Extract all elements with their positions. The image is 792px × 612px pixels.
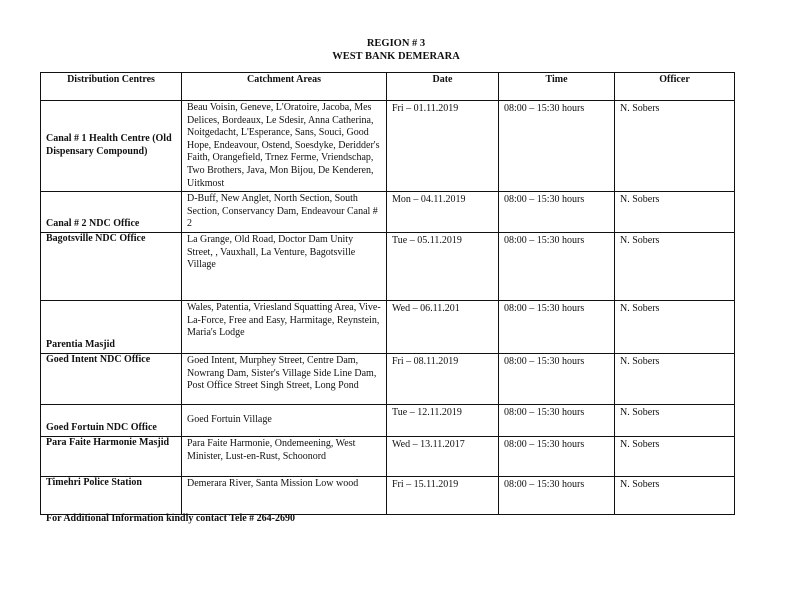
date-cell: Wed – 13.11.2017 [387,436,499,476]
officer-cell: N. Sobers [615,300,735,353]
column-header-date: Date [387,73,499,101]
centre-cell: Canal # 1 Health Centre (Old Dispensary Compound) [41,101,182,192]
table-row [41,232,735,300]
table-row [41,300,735,353]
date-cell: Fri – 01.11.2019 [387,101,499,192]
time-cell: 08:00 – 15:30 hours [499,232,615,300]
catchment-cell: Demerara River, Santa Mission Low wood [182,476,387,514]
date-cell: Mon – 04.11.2019 [387,192,499,233]
officer-cell: N. Sobers [615,232,735,300]
table-row [41,101,735,192]
officer-cell: N. Sobers [615,101,735,192]
centre-cell: Timehri Police Station [41,476,182,514]
column-header-time: Time [499,73,615,101]
officer-cell: N. Sobers [615,436,735,476]
time-cell: 08:00 – 15:30 hours [499,404,615,436]
contact-footer: For Additional Information kindly contact Tele # 264-2690 [46,513,296,524]
area-title: WEST BANK DEMERARA [332,51,460,62]
column-header-catchment: Catchment Areas [182,73,387,101]
officer-cell: N. Sobers [615,404,735,436]
catchment-cell: Beau Voisin, Geneve, L'Oratoire, Jacoba, Mes Delices, Bordeaux, Le Sdesir, Anna Catherina, Noitgedacht, L'Esperance, Sans, Souci, Good Hope, Endeavour, Ostend, Soesdyke, Deridder's Faith, Orangefield, Trnez Ferme, Vriendschap, Two Brothers, Java, Mon Bijou, De Kenderen, Uitkmost [182,101,387,192]
table-row [41,436,735,476]
column-header-centre: Distribution Centres [41,73,182,101]
catchment-cell: La Grange, Old Road, Doctor Dam Unity Street, , Vauxhall, La Venture, Bagotsville Village [182,232,387,300]
date-cell: Fri – 08.11.2019 [387,353,499,404]
catchment-cell: Goed Intent, Murphey Street, Centre Dam, Nowrang Dam, Sister's Village Side Line Dam, Post Office Street Singh Street, Long Pond [182,353,387,404]
centre-cell: Canal # 2 NDC Office [41,192,182,233]
time-cell: 08:00 – 15:30 hours [499,353,615,404]
centre-cell: Bagotsville NDC Office [41,232,182,300]
time-cell: 08:00 – 15:30 hours [499,300,615,353]
table-row [41,192,735,233]
time-cell: 08:00 – 15:30 hours [499,476,615,514]
column-header-officer: Officer [615,73,735,101]
table-header-row [41,73,735,101]
catchment-cell: Goed Fortuin Village [182,404,387,436]
table-row [41,353,735,404]
officer-cell: N. Sobers [615,476,735,514]
table-row [41,476,735,514]
date-cell: Wed – 06.11.201 [387,300,499,353]
centre-cell: Para Faite Harmonie Masjid [41,436,182,476]
centre-cell: Parentia Masjid [41,300,182,353]
time-cell: 08:00 – 15:30 hours [499,436,615,476]
officer-cell: N. Sobers [615,192,735,233]
date-cell: Fri – 15.11.2019 [387,476,499,514]
date-cell: Tue – 05.11.2019 [387,232,499,300]
catchment-cell: D-Buff, New Anglet, North Section, South Section, Conservancy Dam, Endeavour Canal # 2 [182,192,387,233]
distribution-table [40,72,735,515]
region-title: REGION # 3 [366,38,426,49]
time-cell: 08:00 – 15:30 hours [499,101,615,192]
officer-cell: N. Sobers [615,353,735,404]
table-row [41,404,735,436]
date-cell: Tue – 12.11.2019 [387,404,499,436]
centre-cell: Goed Intent NDC Office [41,353,182,404]
time-cell: 08:00 – 15:30 hours [499,192,615,233]
catchment-cell: Wales, Patentia, Vriesland Squatting Area, Vive-La-Force, Free and Easy, Harmitage, Reynstein, Maria's Lodge [182,300,387,353]
centre-cell: Goed Fortuin NDC Office [41,404,182,436]
catchment-cell: Para Faite Harmonie, Ondemeening, West Minister, Lust-en-Rust, Schoonord [182,436,387,476]
